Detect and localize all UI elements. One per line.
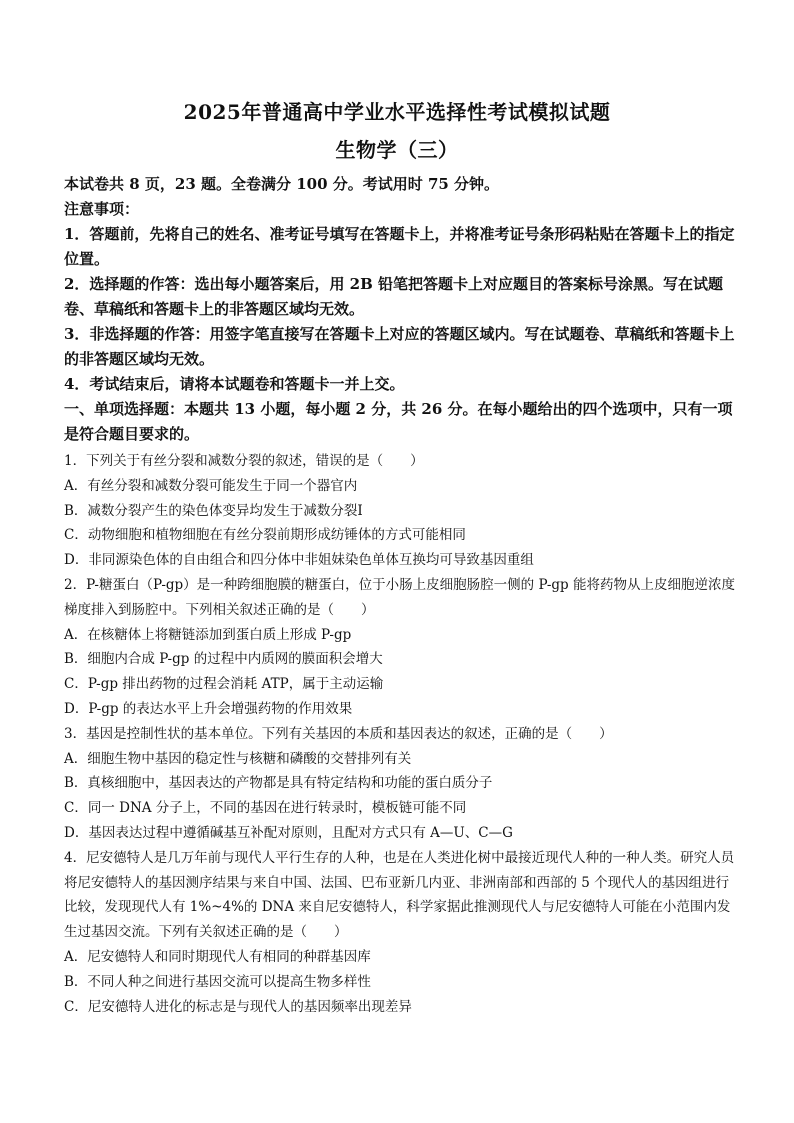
question-stem: 2．P-糖蛋白（P-gp）是一种跨细胞膜的糖蛋白，位于小肠上皮细胞肠腔一侧的 P-gp 能将药物从上皮细胞逆浓度梯度排入到肠腔中。下列相关叙述正确的是（ ） [64, 576, 735, 618]
question-option: B．细胞内合成 P-gp 的过程中内质网的膜面积会增大 [64, 651, 383, 668]
question-option: D．非同源染色体的自由组合和四分体中非姐妹染色单体互换均可导致基因重组 [64, 552, 534, 569]
question-option: A．有丝分裂和减数分裂可能发生于同一个器官内 [64, 477, 358, 494]
question-2 [64, 573, 740, 722]
exam-subtitle: 生物学（三） [335, 138, 459, 162]
question-option: D．基因表达过程中遵循碱基互补配对原则，且配对方式只有 A—U、C—G [64, 824, 513, 841]
question-option: C．动物细胞和植物细胞在有丝分裂前期形成纺锤体的方式可能相同 [64, 527, 466, 544]
question-option: D．P-gp 的表达水平上升会增强药物的作用效果 [64, 700, 353, 717]
exam-summary: 本试卷共 8 页，23 题。全卷满分 100 分。考试用时 75 分钟。 [64, 175, 500, 193]
question-option: C．尼安德特人进化的标志是与现代人的基因频率出现差异 [64, 998, 412, 1015]
question-option: A．细胞生物中基因的稳定性与核糖和磷酸的交替排列有关 [64, 750, 412, 767]
notice-item-3: 3．非选择题的作答：用签字笔直接写在答题卡上对应的答题区域内。写在试题卷、草稿纸和答题卡上的非答题区域均无效。 [64, 325, 735, 368]
question-stem: 1．下列关于有丝分裂和减数分裂的叙述，错误的是（ ） [64, 453, 424, 469]
question-option: A．尼安德特人和同时期现代人有相同的种群基因库 [64, 948, 371, 965]
question-option: A．在核糖体上将糖链添加到蛋白质上形成 P-gp [64, 626, 352, 643]
question-option: C．同一 DNA 分子上，不同的基因在进行转录时，模板链可能不同 [64, 800, 467, 817]
exam-title: 2025年普通高中学业水平选择性考试模拟试题 [183, 100, 611, 124]
question-stem: 3．基因是控制性状的基本单位。下列有关基因的本质和基因表达的叙述，正确的是（ ） [64, 725, 613, 742]
section-heading: 一、单项选择题：本题共 13 小题，每小题 2 分，共 26 分。在每小题给出的四个选项中，只有一项是符合题目要求的。 [64, 400, 733, 443]
instructions-block [64, 172, 740, 447]
notice-item-4: 4．考试结束后，请将本试题卷和答题卡一并上交。 [64, 375, 405, 393]
question-4 [64, 846, 740, 1020]
question-stem: 4．尼安德特人是几万年前与现代人平行生存的人种，也是在人类进化树中最接近现代人种的一种人类。研究人员将尼安德特人的基因测序结果与来自中国、法国、巴布亚新几内亚、非洲南部和西部的 5 个现代人的基因组进行比较，发现现代人有 1%~4%的 DNA 来自尼安德特人，科学家据此推测现代人与尼安德特人可能在小范围内发生过基因交流。下列有关叙述正确的是（ ） [64, 849, 735, 941]
question-1 [64, 449, 740, 573]
notice-item-1: 1．答题前，先将自己的姓名、准考证号填写在答题卡上，并将准考证号条形码粘贴在答题卡上的指定位置。 [64, 225, 735, 268]
notice-label: 注意事项： [64, 200, 140, 218]
notice-item-2: 2．选择题的作答：选出每小题答案后，用 2B 铅笔把答题卡上对应题目的答案标号涂黑。写在试题卷、草稿纸和答题卡上的非答题区域均无效。 [64, 275, 724, 318]
question-3 [64, 722, 740, 846]
question-list [64, 449, 740, 1019]
question-option: B．不同人种之间进行基因交流可以提高生物多样性 [64, 973, 371, 990]
question-option: C．P-gp 排出药物的过程会消耗 ATP，属于主动运输 [64, 676, 384, 693]
question-option: B．减数分裂产生的染色体变异均发生于减数分裂Ⅰ [64, 502, 363, 519]
question-option: B．真核细胞中，基因表达的产物都是具有特定结构和功能的蛋白质分子 [64, 775, 493, 792]
